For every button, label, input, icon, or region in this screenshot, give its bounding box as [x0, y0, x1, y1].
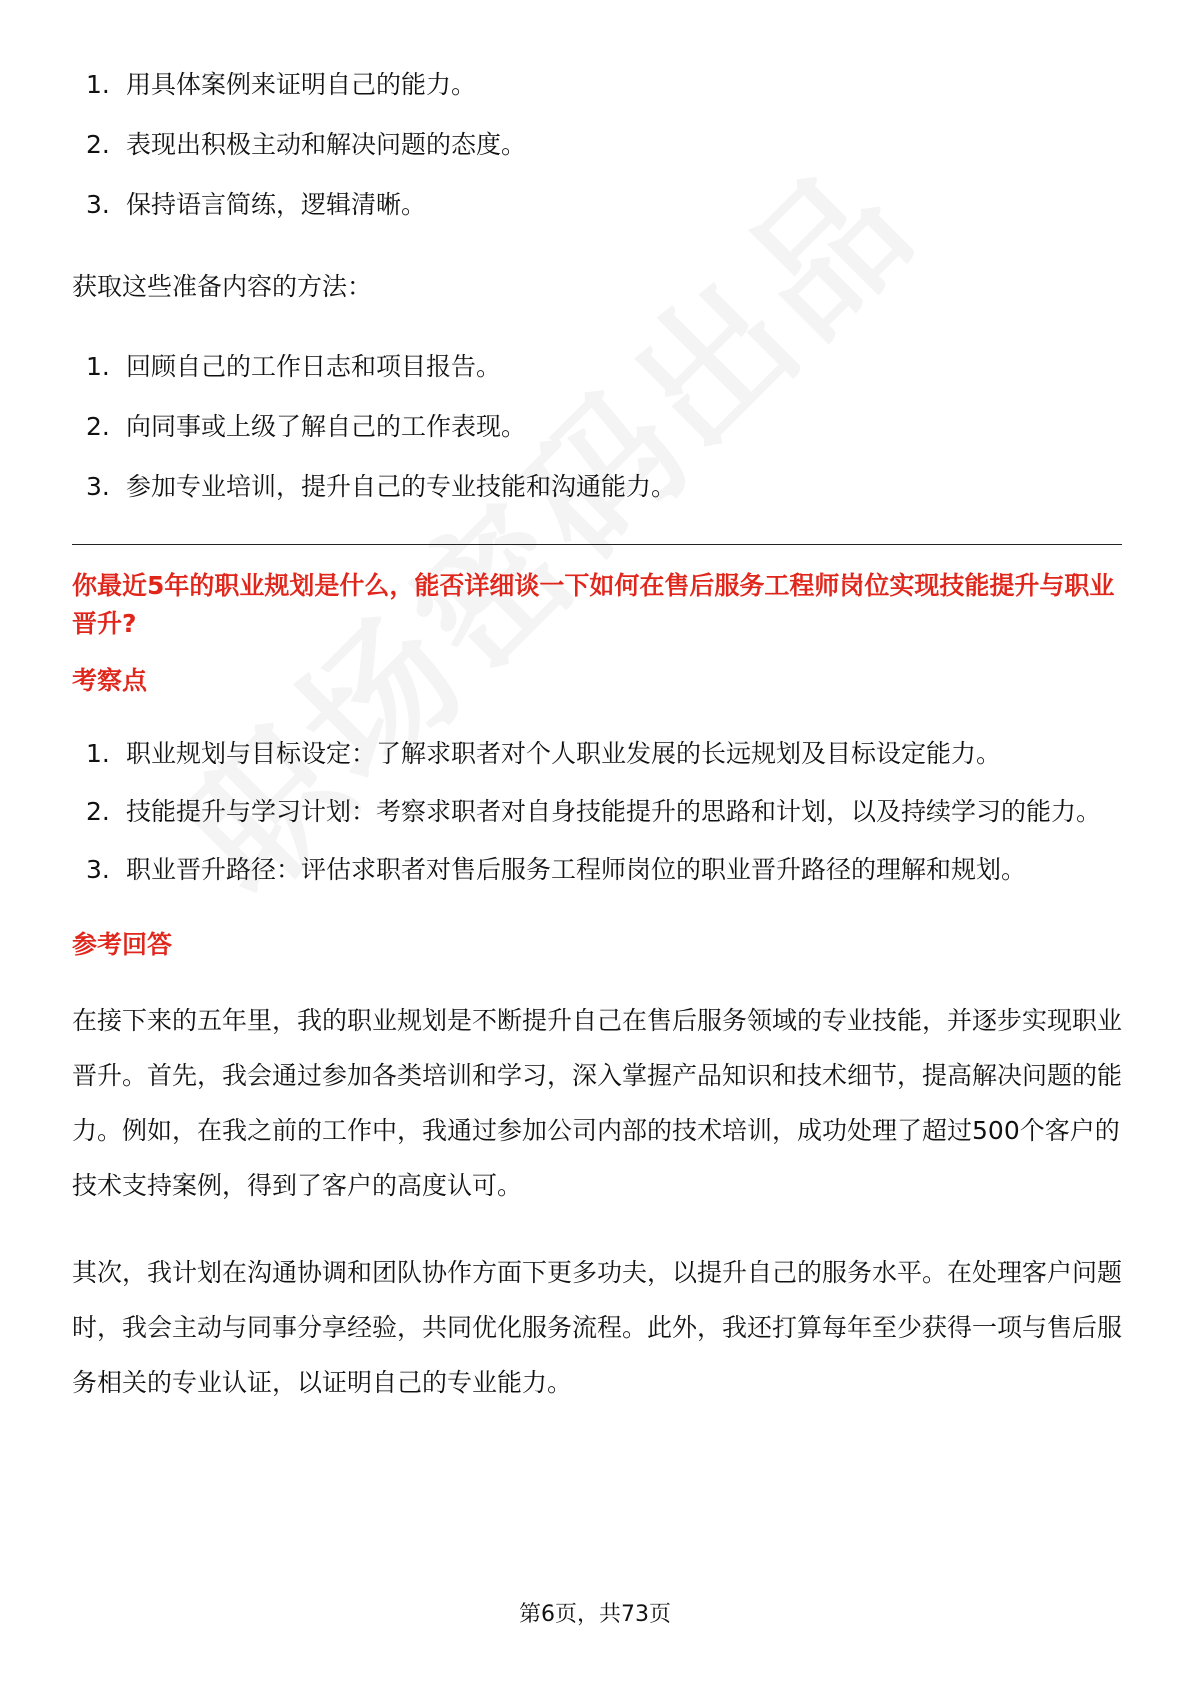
- section-heading-answer: 参考回答: [72, 930, 173, 959]
- section-heading-points: 考察点: [72, 666, 148, 695]
- question-title: 你最近5年的职业规划是什么，能否详细谈一下如何在售后服务工程师岗位实现技能提升与职业晋升?: [72, 571, 1115, 638]
- list-item: [72, 845, 1122, 895]
- answer-paragraph-1: 在接下来的五年里，我的职业规划是不断提升自己在售后服务领域的专业技能，并逐步实现职业晋升。首先，我会通过参加各类培训和学习，深入掌握产品知识和技术细节，提高解决问题的能力。例如，在我之前的工作中，我通过参加公司内部的技术培训，成功处理了超过500个客户的技术支持案例，得到了客户的高度认可。: [72, 1006, 1123, 1200]
- list-item: [72, 787, 1122, 837]
- list-item: [72, 462, 1122, 512]
- list-number: 1.: [86, 352, 110, 381]
- page-footer: 第6页，共73页: [519, 1602, 671, 1627]
- list-item-text: 参加专业培训，提升自己的专业技能和沟通能力。: [126, 472, 677, 501]
- list-number: 1.: [86, 70, 110, 99]
- methods-list: [72, 342, 1122, 512]
- list-number: 3.: [86, 472, 110, 501]
- list-number: 3.: [86, 855, 110, 884]
- list-item-text: 保持语言简练，逻辑清晰。: [126, 190, 427, 219]
- list-item-text: 向同事或上级了解自己的工作表现。: [126, 412, 527, 441]
- list-item-text: 回顾自己的工作日志和项目报告。: [126, 352, 502, 381]
- list-number: 2.: [86, 130, 110, 159]
- list-item-text: 职业规划与目标设定：了解求职者对个人职业发展的长远规划及目标设定能力。: [126, 739, 1002, 768]
- list-item-text: 用具体案例来证明自己的能力。: [126, 70, 477, 99]
- page-content: [72, 60, 1122, 1410]
- list-item: [72, 402, 1122, 452]
- list-number: 3.: [86, 190, 110, 219]
- list-number: 2.: [86, 797, 110, 826]
- list-item-text: 表现出积极主动和解决问题的态度。: [126, 130, 527, 159]
- tips-list: [72, 60, 1122, 230]
- section-divider: [72, 544, 1122, 545]
- list-item: [72, 60, 1122, 110]
- list-item-text: 职业晋升路径：评估求职者对售后服务工程师岗位的职业晋升路径的理解和规划。: [126, 855, 1027, 884]
- list-item: [72, 180, 1122, 230]
- list-item-text: 技能提升与学习计划：考察求职者对自身技能提升的思路和计划，以及持续学习的能力。: [126, 797, 1102, 826]
- answer-paragraph-2: 其次，我计划在沟通协调和团队协作方面下更多功夫，以提升自己的服务水平。在处理客户问题时，我会主动与同事分享经验，共同优化服务流程。此外，我还打算每年至少获得一项与售后服务相关的专业认证，以证明自己的专业能力。: [72, 1258, 1123, 1397]
- points-list: [72, 729, 1122, 895]
- list-number: 2.: [86, 412, 110, 441]
- list-item: [72, 120, 1122, 170]
- methods-intro: 获取这些准备内容的方法：: [72, 272, 373, 301]
- list-item: [72, 729, 1122, 779]
- list-item: [72, 342, 1122, 392]
- list-number: 1.: [86, 739, 110, 768]
